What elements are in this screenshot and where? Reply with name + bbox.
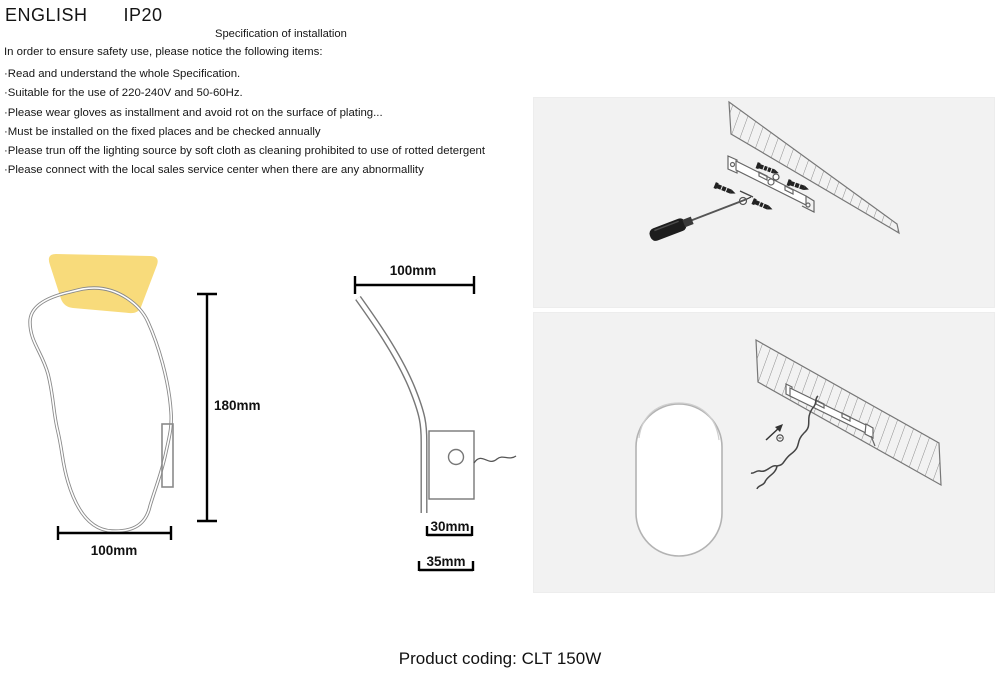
lamp-profile [358, 298, 424, 513]
light-glow [49, 254, 158, 313]
installation-step2-panel [533, 312, 995, 593]
page-header [5, 5, 163, 26]
depth-dimension-label: 100mm [389, 263, 437, 278]
spec-item: ·Please wear gloves as installment and avoid rot on the surface of plating... [4, 106, 383, 119]
spec-item-list [4, 65, 485, 181]
lamp-outline [30, 288, 173, 531]
language-label: ENGLISH [5, 5, 88, 25]
installation-step2-drawing [534, 313, 994, 592]
width-dimension [58, 526, 171, 540]
spec-title: Specification of installation [215, 28, 347, 40]
installation-step1-drawing [534, 98, 994, 307]
driver-box [429, 431, 474, 499]
spec-item: ·Please connect with the local sales service center when there are any abnormallity [4, 164, 424, 177]
spec-item: ·Must be installed on the fixed places and be checked annually [4, 125, 321, 138]
installation-step1-panel [533, 97, 995, 308]
washer [773, 174, 779, 180]
side-view-drawing [340, 250, 530, 580]
spec-item: ·Suitable for the use of 220-240V and 50-60Hz. [4, 87, 243, 100]
direction-arrow [766, 424, 783, 441]
base-dimension-label: 35mm [426, 554, 466, 569]
box-dimension-label: 30mm [430, 519, 470, 534]
hatched-wall [729, 102, 899, 233]
ip-rating-label: IP20 [123, 5, 163, 25]
front-view-drawing [0, 240, 300, 570]
spec-item: ·Please trun off the lighting source by soft cloth as cleaning prohibited to use of rotted detergent [4, 145, 486, 158]
width-dimension-label: 100mm [90, 543, 138, 558]
height-dimension-label: 180mm [214, 398, 261, 413]
product-coding: Product coding: CLT 150W [398, 649, 602, 668]
screwdriver [648, 197, 751, 243]
depth-dimension [355, 276, 474, 294]
power-wire [474, 456, 516, 463]
lamp-body [636, 403, 722, 556]
spec-intro: In order to ensure safety use, please notice the following items: [4, 46, 323, 58]
spec-item: ·Read and understand the whole Specification. [4, 68, 241, 80]
